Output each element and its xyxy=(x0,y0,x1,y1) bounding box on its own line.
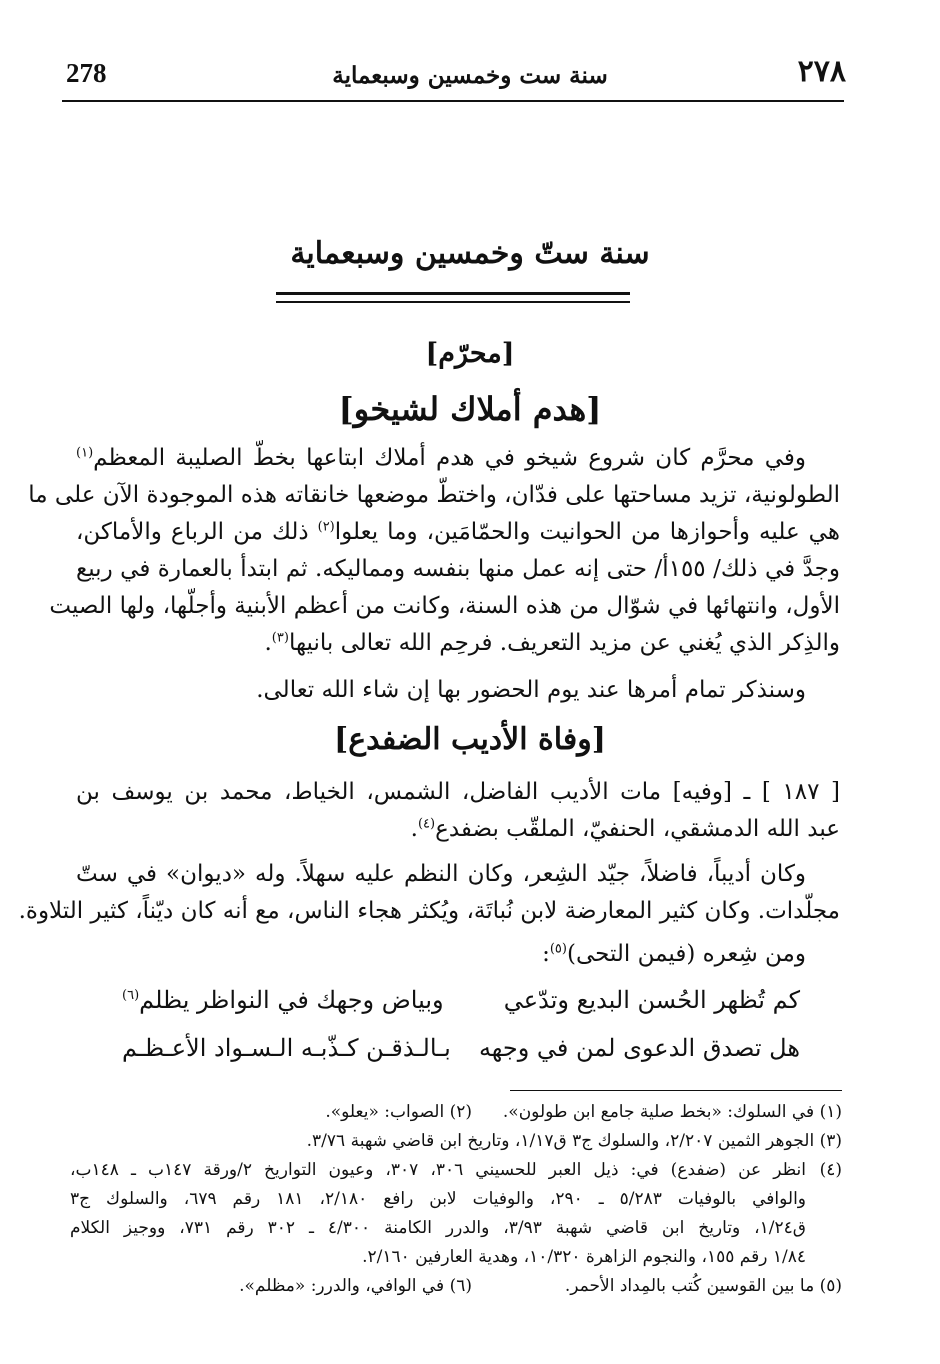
footnote-4-line: (٤)انظر عن (ضفدع) في: ذيل العبر للحسيني ٣٠٦، ٣٠٧، وعيون التواريخ ٢/ورقة ١٤٧ب ـ ١٤٨ب، xyxy=(70,1156,842,1185)
footnote-4-line: ق١/٢٤، وتاريخ ابن قاضي شهبة ٣/٩٣، والدرر الكامنة ٤/٣٠٠ ـ ٣٠٢ رقم ٧٣١، ووجيز الكلام xyxy=(70,1218,806,1238)
text-line: وجدَّ في ذلك/ ١٥٥أ/ حتى إنه عمل منها بنفسه ومماليكه. ثم ابتدأ بالعمارة في ربيع xyxy=(76,556,840,582)
footnote-mark[interactable]: (٦) xyxy=(122,988,140,1003)
footnote-5: (٥) ما بين القوسين كُتب بالمِداد الأحمر. xyxy=(564,1276,842,1296)
text-line: عبد الله الدمشقي، الحنفيّ، الملقّب بضفدع$^{(٤)}$. xyxy=(410,816,840,842)
verse-second-hemistich: بـالـذقـن كـذّبـه الـسـواد الأعـظـم xyxy=(122,1034,451,1062)
running-title: سنة ست وخمسين وسبعماية xyxy=(332,62,608,89)
footnote-mark[interactable]: (١) xyxy=(76,445,94,461)
footnote-mark[interactable]: (٢) xyxy=(317,519,335,535)
title-double-rule xyxy=(276,292,630,303)
page-number-arabic: ٢٧٨ xyxy=(797,54,846,89)
text-line: [ ١٨٧ ] ـ [وفيه] مات الأديب الفاضل، الشمس، الخياط، محمد بن يوسف بن xyxy=(76,779,840,805)
footnote-4-line: والوافي بالوفيات ٥/٢٨٣ ـ ٢٩٠، والوفيات لابن رافع ٢/١٨٠، ١٨١ رقم ٦٧٩، والسلوك ج٣ xyxy=(70,1189,807,1209)
footnote-3: (٣) الجوهر الثمين ٢/٢٠٧، والسلوك ج٣ ق١/١٧، وتاريخ ابن قاضي شهبة ٣/٧٦. xyxy=(306,1131,842,1151)
paragraph-followup xyxy=(76,672,840,709)
section-heading-death: [وفاة الأديب الضفدع] xyxy=(334,722,606,757)
section-heading-demolition: [هدم أملاك لشيخو] xyxy=(338,390,602,428)
month-heading: [محرّم] xyxy=(425,338,515,369)
footnote-rule xyxy=(510,1090,842,1091)
biography-entry xyxy=(76,774,840,848)
footnote-4-number: (٤) xyxy=(819,1160,843,1180)
verse-second-hemistich: وبياض وجهك في النواظر يظلم$^{(٦)}$ xyxy=(122,986,444,1014)
footnote-6: (٦) في الوافي، والدرر: «مظلم». xyxy=(239,1276,472,1296)
footnote-row xyxy=(70,1098,842,1127)
verse-first-hemistich: كم تُظهر الحُسن البديع وتدّعي xyxy=(503,986,800,1014)
footnote-2: (٢) الصواب: «يعلو». xyxy=(325,1102,472,1122)
footnote-row xyxy=(70,1272,842,1301)
footnote-1: (١) في السلوك: «بخط صلية جامع ابن طولون». xyxy=(502,1102,842,1122)
year-heading: سنة ستّ وخمسين وسبعماية xyxy=(290,236,650,271)
paragraph-demolition xyxy=(28,440,840,662)
text-line: الأول، وانتهائها في شوّال من هذه السنة، وكانت من أعظم الأبنية وأجلّها، ولها الصيت xyxy=(49,593,840,619)
text-line: ومن شِعره (فيمن التحى)$^{(٥)}$: xyxy=(542,941,806,967)
text-line: مجلّدات. وكان كثير المعارضة لابن نُباتَة، ويُكثر هجاء الناس، مع أنه كان ديّناً، كثير التلاوة. xyxy=(18,898,840,924)
text-line: وفي محرَّم كان شروع شيخو في هدم أملاك ابتاعها بخطّ الصليبة المعظم$^{(١)}$ xyxy=(76,445,806,471)
verse-first-hemistich: هل تصدق الدعوى لمن في وجهه xyxy=(478,1034,800,1062)
page-number-latin: 278 xyxy=(66,58,107,88)
header-rule xyxy=(62,100,844,102)
poetry-intro xyxy=(76,936,840,973)
footnotes xyxy=(70,1098,842,1301)
biography-paragraph xyxy=(18,856,840,930)
text-line: الطولونية، تزيد مساحتها على فدّان، واختطّ موضعها خانقاته هذه الموجودة الآن على ما xyxy=(28,482,840,508)
text-line: وكان أديباً، فاضلاً، جيّد الشِعر، وكان النظم عليه سهلاً. وله «ديوان» في ستّ xyxy=(76,861,806,887)
footnote-mark[interactable]: (٥) xyxy=(549,941,567,957)
text-line: وسنذكر تمام أمرها عند يوم الحضور بها إن شاء الله تعالى. xyxy=(256,677,806,703)
footnote-mark[interactable]: (٣) xyxy=(271,630,289,646)
footnote-4-line: ١/٨٤ رقم ١٥٥، والنجوم الزاهرة ١٠/٣٢٠، وهدية العارفين ٢/١٦٠. xyxy=(362,1247,806,1267)
text-line: والذِكر الذي يُغني عن مزيد التعريف. فرحِم الله تعالى بانيها$^{(٣)}$. xyxy=(264,630,840,656)
verse xyxy=(76,1034,840,1076)
verse xyxy=(76,986,840,1028)
footnote-mark[interactable]: (٤) xyxy=(417,816,436,832)
text-line: هي عليه وأحوازها من الحوانيت والحمّامَين، وما يعلوا$^{(٢)}$ ذلك من الرباع والأماكن، xyxy=(76,519,840,545)
